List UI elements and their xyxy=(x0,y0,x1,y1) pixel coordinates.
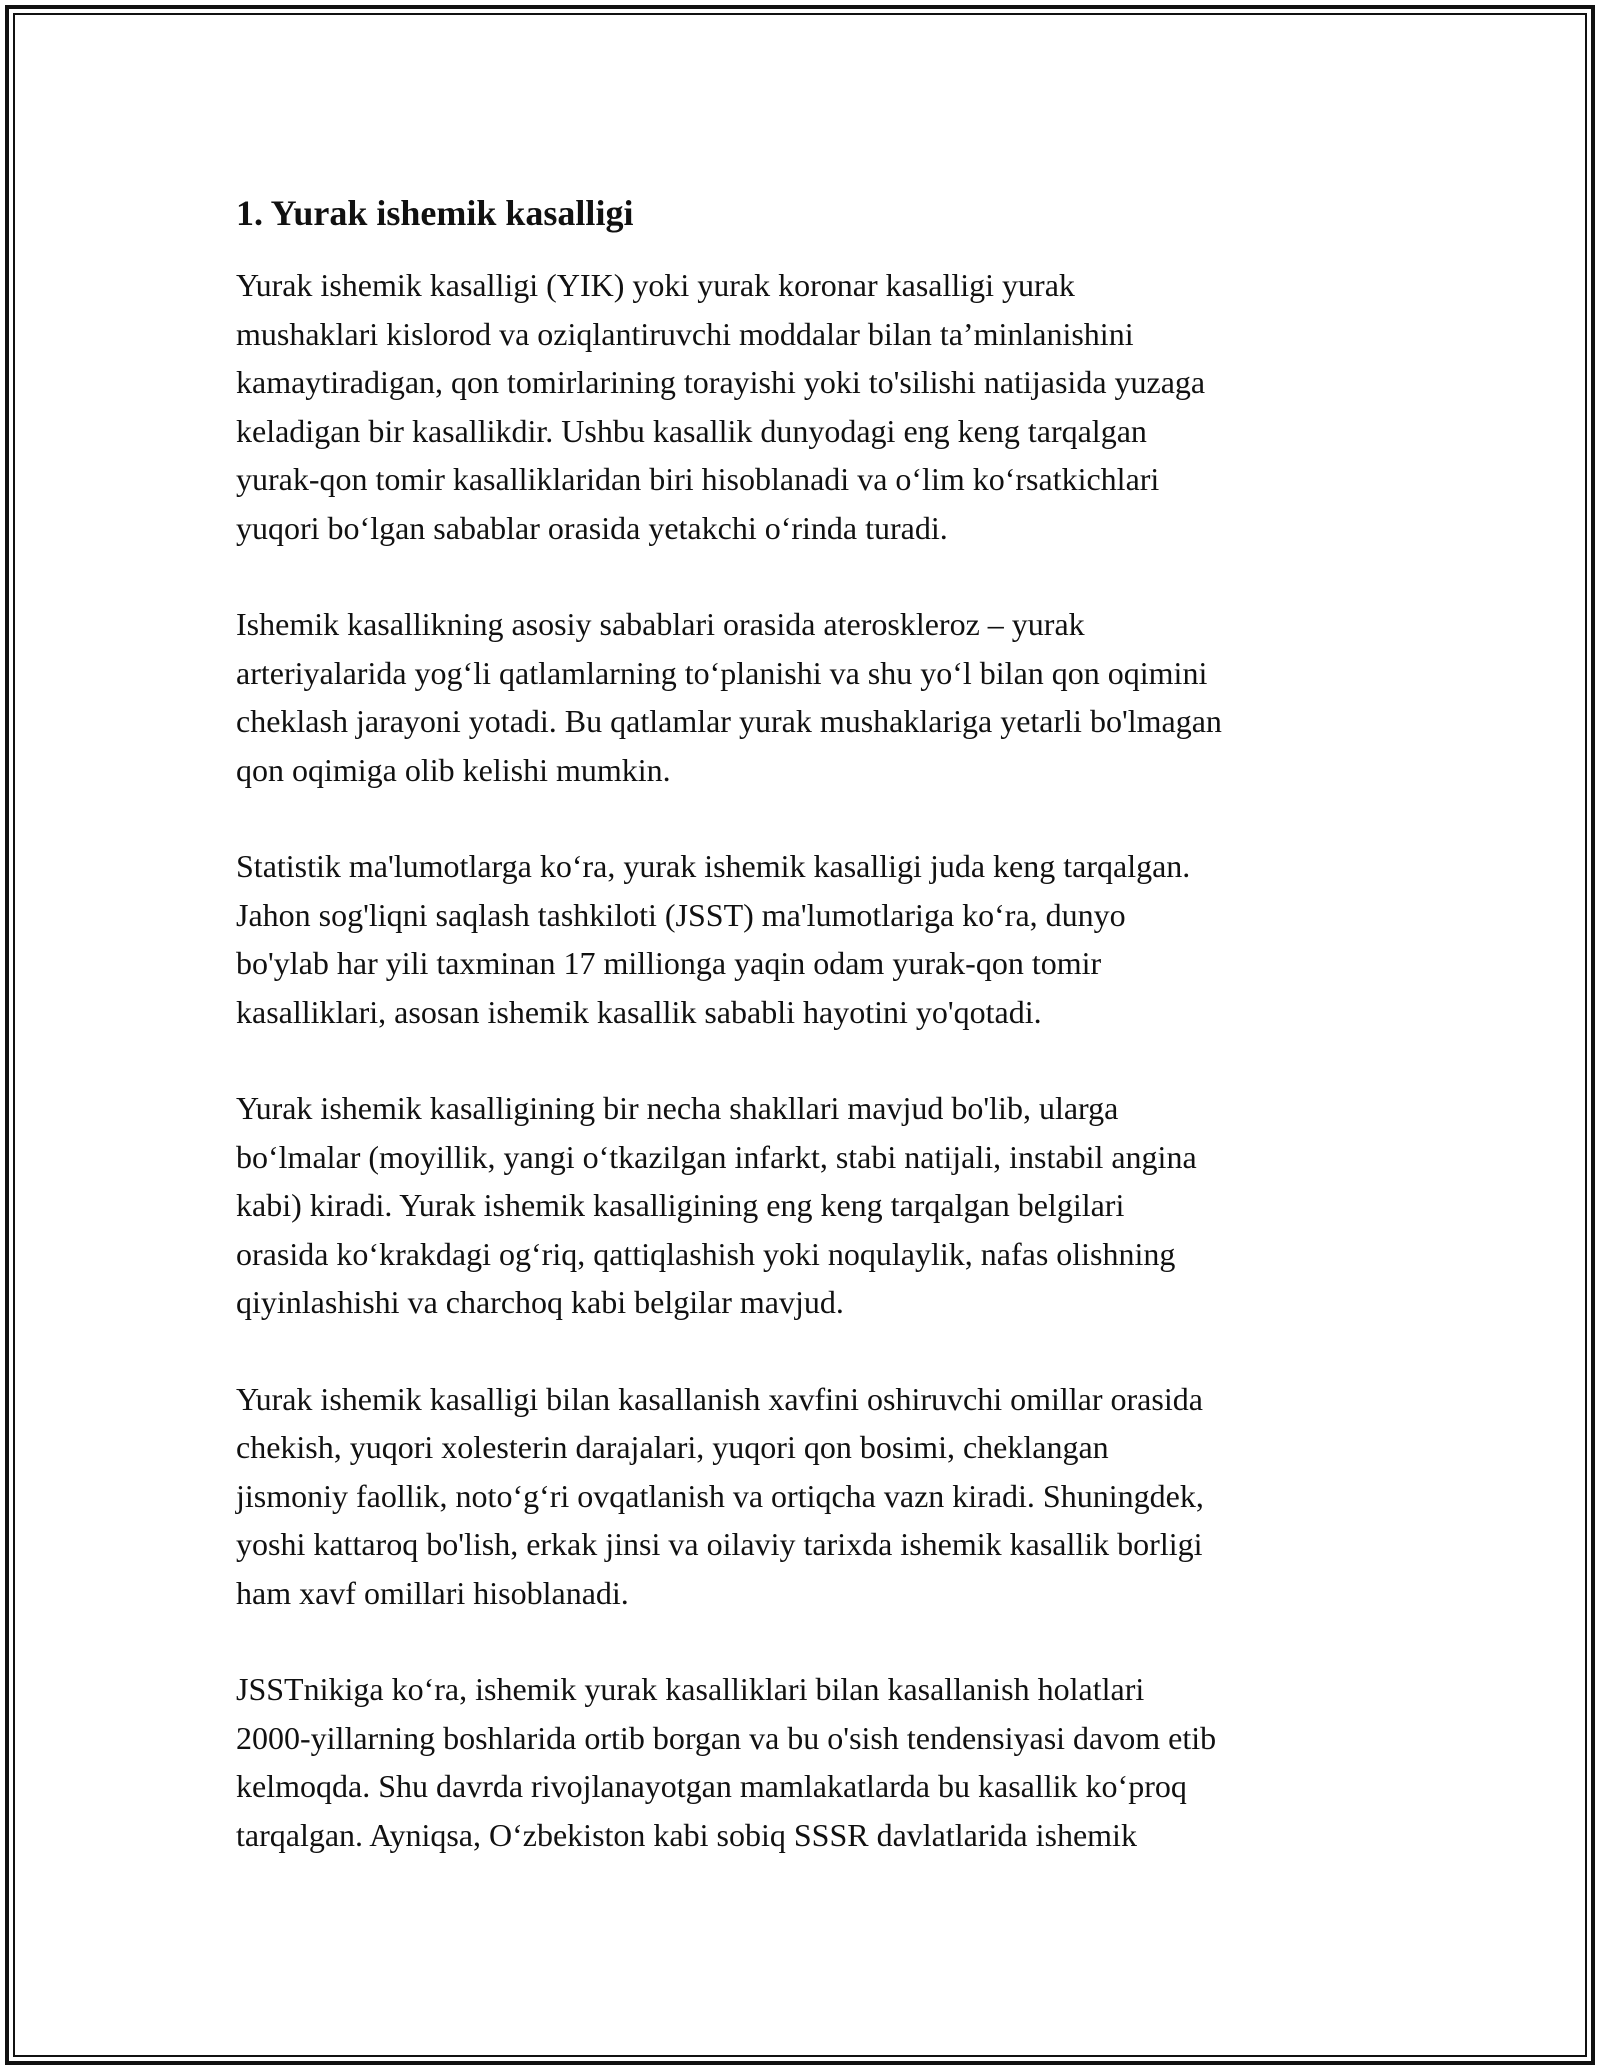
paragraph-1 xyxy=(236,261,1376,552)
text-line: bo‘lmalar (moyillik, yangi o‘tkazilgan infarkt, stabi natijali, instabil angina xyxy=(236,1138,1197,1175)
text-line: tarqalgan. Ayniqsa, O‘zbekiston kabi sobiq SSSR davlatlarida ishemik xyxy=(236,1816,1137,1853)
paragraph-2 xyxy=(236,600,1376,794)
text-line: 2000-yillarning boshlarida ortib borgan va bu o'sish tendensiyasi davom etib xyxy=(236,1719,1217,1756)
text-line: Yurak ishemik kasalligining bir necha shakllari mavjud bo'lib, ularga xyxy=(236,1090,1119,1126)
paragraph-4 xyxy=(236,1084,1376,1327)
text-line: bo'ylab har yili taxminan 17 millionga yaqin odam yurak-qon tomir xyxy=(236,945,1102,981)
text-line: yoshi kattaroq bo'lish, erkak jinsi va oilaviy tarixda ishemik kasallik borligi xyxy=(236,1526,1203,1562)
document-body xyxy=(236,185,1376,1907)
text-line: Ishemik kasallikning asosiy sabablari orasida ateroskleroz – yurak xyxy=(236,606,1085,642)
text-line: yurak-qon tomir kasalliklaridan biri hisoblanadi va o‘lim ko‘rsatkichlari xyxy=(236,461,1160,497)
paragraph-5 xyxy=(236,1375,1376,1618)
text-line: kasalliklari, asosan ishemik kasallik sababli hayotini yo'qotadi. xyxy=(236,993,1042,1030)
text-line: kamaytiradigan, qon tomirlarining torayishi yoki to'silishi natijasida yuzaga xyxy=(236,364,1206,400)
text-line: mushaklari kislorod va oziqlantiruvchi moddalar bilan ta’minlanishini xyxy=(236,315,1134,352)
text-line: kabi) kiradi. Yurak ishemik kasalligining eng keng tarqalgan belgilari xyxy=(236,1187,1125,1223)
text-line: jismoniy faollik, noto‘g‘ri ovqatlanish va ortiqcha vazn kiradi. Shuningdek, xyxy=(236,1477,1204,1514)
text-line: Yurak ishemik kasalligi (YIK) yoki yurak koronar kasalligi yurak xyxy=(236,267,1075,303)
section-title: 1. Yurak ishemik kasalligi xyxy=(236,193,634,233)
text-line: qiyinlashishi va charchoq kabi belgilar mavjud. xyxy=(236,1284,844,1320)
text-line: kelmoqda. Shu davrda rivojlanayotgan mamlakatlarda bu kasallik ko‘proq xyxy=(236,1768,1187,1804)
paragraph-6 xyxy=(236,1665,1376,1859)
text-line: Yurak ishemik kasalligi bilan kasallanish xavfini oshiruvchi omillar orasida xyxy=(236,1380,1203,1417)
text-line: qon oqimiga olib kelishi mumkin. xyxy=(236,751,671,788)
text-line: ham xavf omillari hisoblanadi. xyxy=(236,1574,629,1611)
text-line: cheklash jarayoni yotadi. Bu qatlamlar yurak mushaklariga yetarli bo'lmagan xyxy=(236,703,1222,739)
text-line: JSSTnikiga ko‘ra, ishemik yurak kasalliklari bilan kasallanish holatlari xyxy=(236,1671,1145,1707)
text-line: orasida ko‘krakdagi og‘riq, qattiqlashish yoki noqulaylik, nafas olishning xyxy=(236,1235,1176,1272)
text-line: Statistik ma'lumotlarga ko‘ra, yurak ishemik kasalligi juda keng tarqalgan. xyxy=(236,848,1191,884)
text-line: yuqori bo‘lgan sabablar orasida yetakchi o‘rinda turadi. xyxy=(236,509,948,546)
text-line: keladigan bir kasallikdir. Ushbu kasallik dunyodagi eng keng tarqalgan xyxy=(236,412,1147,449)
text-line: chekish, yuqori xolesterin darajalari, yuqori qon bosimi, cheklangan xyxy=(236,1429,1109,1465)
paragraph-3 xyxy=(236,842,1376,1036)
text-line: arteriyalarida yog‘li qatlamlarning to‘planishi va shu yo‘l bilan qon oqimini xyxy=(236,654,1208,691)
text-line: Jahon sog'liqni saqlash tashkiloti (JSST) ma'lumotlariga ko‘ra, dunyo xyxy=(236,896,1126,933)
